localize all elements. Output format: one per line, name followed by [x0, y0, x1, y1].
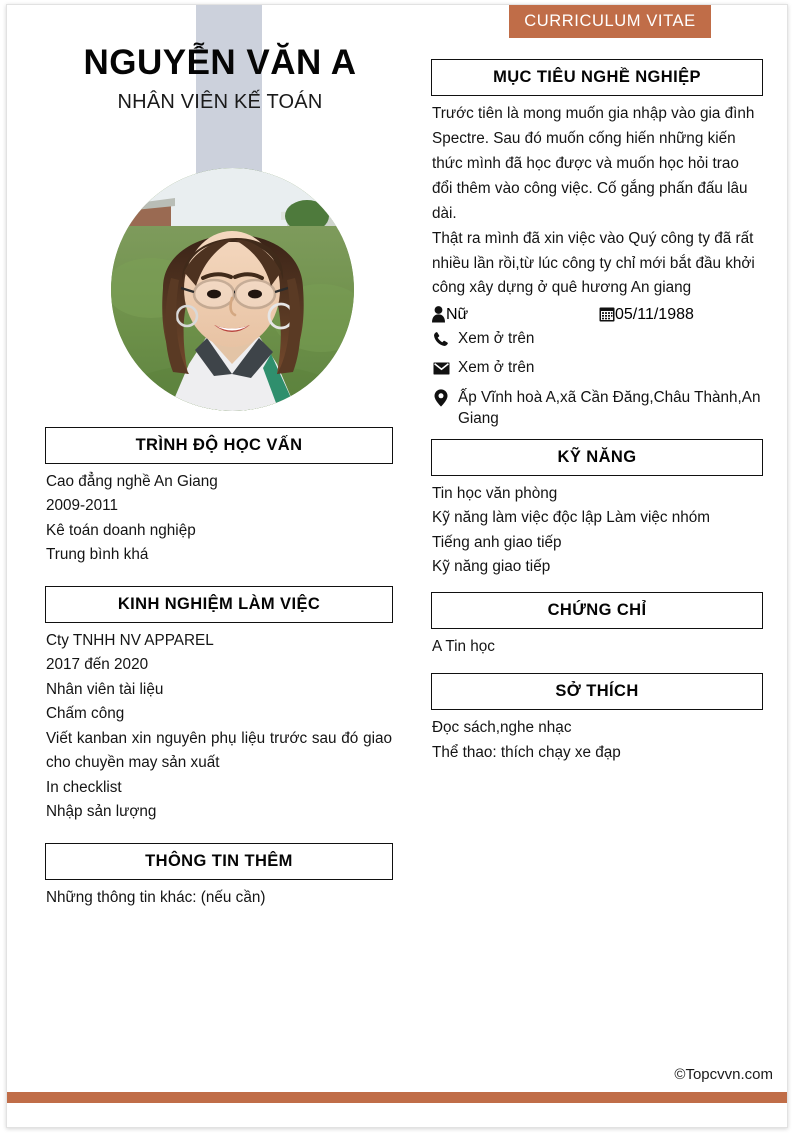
section-title-objective-label: MỤC TIÊU NGHỀ NGHIỆP	[493, 68, 701, 86]
section-title-hobbies	[431, 673, 763, 710]
contact-gender-value: Nữ	[446, 306, 469, 324]
contact-row-phone	[431, 328, 763, 349]
experience-line: Nhập sản lượng	[46, 803, 157, 821]
section-body-education	[45, 464, 393, 568]
section-title-objective	[431, 59, 763, 96]
section-hobbies	[431, 673, 763, 765]
section-title-experience	[45, 586, 393, 623]
experience-line: In checklist	[46, 778, 122, 796]
copyright-text: ©Topcvvn.com	[674, 1066, 773, 1083]
phone-icon	[431, 329, 451, 349]
contact-birthday-value: 05/11/1988	[615, 306, 694, 324]
footer-accent-bar	[7, 1092, 787, 1103]
section-additional-info	[45, 843, 393, 910]
education-line: Trung bình khá	[46, 546, 149, 564]
experience-line: Nhân viên tài liệu	[46, 680, 164, 698]
section-body-hobbies	[431, 710, 763, 765]
section-body-skills	[431, 476, 763, 580]
skills-line: Kỹ năng làm việc độc lập Làm việc nhóm	[432, 509, 711, 527]
skills-line: Kỹ năng giao tiếp	[432, 558, 551, 576]
section-title-additional-info-label: THÔNG TIN THÊM	[145, 851, 293, 870]
skills-line: Tiếng anh giao tiếp	[432, 533, 562, 551]
location-icon	[431, 388, 451, 408]
objective-paragraph: Trước tiên là mong muốn gia nhập vào gia đình Spectre. Sau đó muốn cống hiến những kiến thức mình đã học được và muốn học hỏi trao đổi thêm vào công việc. Cố gắng phấn đấu lâu dài.	[432, 105, 755, 222]
name-header	[45, 43, 395, 114]
contact-row-address	[431, 387, 763, 429]
hobbies-line: Thể thao: thích chạy xe đạp	[432, 743, 621, 761]
candidate-role: NHÂN VIÊN KẾ TOÁN	[117, 91, 323, 114]
section-experience	[45, 586, 393, 825]
section-certificates	[431, 592, 763, 659]
contact-email-value: Xem ở trên	[458, 359, 535, 377]
candidate-name: NGUYỄN VĂN A	[83, 43, 357, 82]
section-body-objective	[431, 96, 763, 301]
section-title-education	[45, 427, 393, 464]
avatar	[111, 168, 354, 411]
section-title-skills-label: KỸ NĂNG	[557, 447, 637, 466]
education-line: Kê toán doanh nghiệp	[46, 521, 196, 539]
section-education	[45, 427, 393, 568]
left-column	[45, 5, 393, 910]
mail-icon	[431, 358, 451, 378]
experience-line: 2017 đến 2020	[46, 656, 149, 674]
section-title-skills	[431, 439, 763, 476]
section-title-hobbies-label: SỞ THÍCH	[555, 682, 639, 701]
skills-line: Tin học văn phòng	[432, 484, 558, 502]
hobbies-line: Đọc sách,nghe nhạc	[432, 719, 572, 737]
additional-info-line: Những thông tin khác: (nếu cần)	[46, 888, 266, 906]
section-body-additional-info	[45, 880, 393, 910]
cv-sheet	[6, 4, 788, 1128]
section-title-experience-label: KINH NGHIỆM LÀM VIỆC	[117, 594, 321, 613]
section-title-additional-info	[45, 843, 393, 880]
experience-line: Cty TNHH NV APPAREL	[46, 631, 214, 649]
certificates-line: A Tin học	[432, 637, 495, 655]
portrait-photo-icon	[111, 168, 354, 411]
contact-info-list	[431, 306, 763, 428]
section-body-experience	[45, 623, 393, 825]
section-title-certificates-label: CHỨNG CHỈ	[547, 600, 647, 619]
section-body-certificates	[431, 629, 763, 659]
person-icon	[431, 306, 446, 328]
experience-line: Chấm công	[46, 705, 125, 723]
objective-paragraph: Thật ra mình đã xin việc vào Quý công ty đã rất nhiều lần rồi,từ lúc công ty chỉ mới bắt đầu khởi công xây dựng ở quê hương An giang	[432, 229, 755, 297]
contact-row-gender	[431, 306, 599, 328]
section-skills	[431, 439, 763, 580]
right-column	[431, 5, 763, 765]
curriculum-vitae-badge	[509, 5, 711, 38]
contact-phone-value: Xem ở trên	[458, 330, 535, 348]
contact-address-value: Ấp Vĩnh hoà A,xã Cần Đăng,Châu Thành,An Giang	[458, 388, 761, 427]
contact-row-birthday	[599, 306, 694, 327]
section-objective	[431, 59, 763, 429]
education-line: 2009-2011	[46, 497, 119, 515]
section-title-education-label: TRÌNH ĐỘ HỌC VẤN	[135, 436, 303, 454]
calendar-icon	[599, 306, 615, 327]
section-title-certificates	[431, 592, 763, 629]
education-line: Cao đẳng nghề An Giang	[46, 473, 218, 490]
curriculum-vitae-badge-label: CURRICULUM VITAE	[524, 12, 696, 30]
experience-line: Viết kanban xin nguyên phụ liệu trước sau đó giao cho chuyền may sản xuất	[46, 729, 392, 772]
contact-row-email	[431, 357, 763, 378]
contact-row-gender-birthday	[431, 306, 763, 328]
